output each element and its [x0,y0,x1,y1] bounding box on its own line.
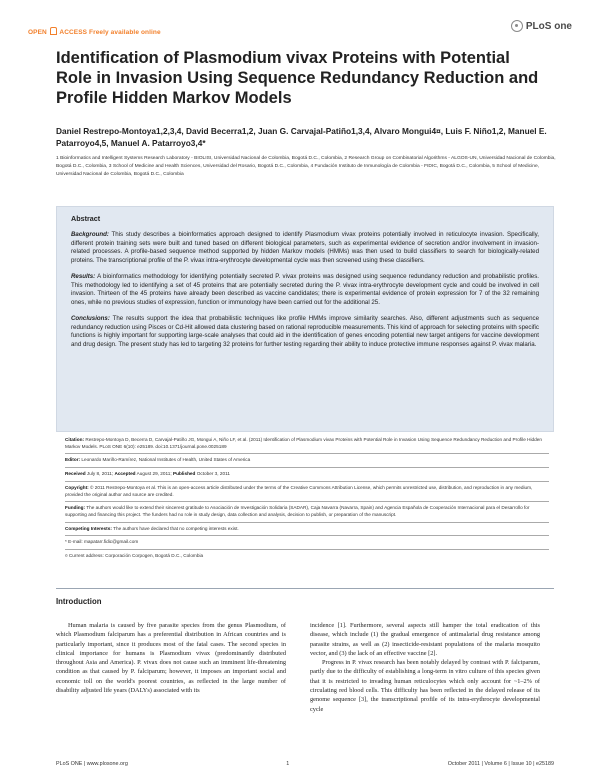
section-divider [56,588,554,589]
open-label: OPEN [28,29,47,36]
divider [65,501,549,502]
divider [65,522,549,523]
divider [65,549,549,550]
citation-label: Citation: [65,437,85,442]
current-address: ¤ Current address: Corporación Corpogen, Bogotá D.C., Colombia [65,553,204,559]
received-label: Received [65,471,86,477]
competing-text: The authors have declared that no competing interests exist. [111,525,239,531]
funding-label: Funding: [65,505,86,511]
open-access-badge [28,27,161,36]
author-list: Daniel Restrepo-Montoya1,2,3,4, David Becerra1,2, Juan G. Carvajal-Patiño1,3,4, Alvaro Mongui4¤, Luis F. Niño1,2, Manuel E. Patarroyo4,5, Manuel A. Patarroyo3,4* [56,126,547,148]
conclusions-label: Conclusions: [71,315,110,322]
published-label: Published [173,471,196,477]
abstract-box [56,206,554,432]
free-available-label: Freely available online [89,29,161,36]
open-access-lock-icon [50,27,57,35]
body-column-right [310,621,540,714]
published-date: October 3, 2011 [195,471,230,477]
journal-logo [511,20,572,32]
accepted-date: August 29, 2011; [135,471,173,477]
competing-interests [65,526,549,533]
copyright-label: Copyright: [65,484,89,490]
citation [65,437,549,450]
article-title: Identification of Plasmodium vivax Proteins with Potential Role in Invasion Using Sequence Redundancy Reduction and Profile Hidden Markov Models [56,49,539,107]
dates [65,471,549,478]
copyright [65,485,549,498]
divider [65,467,549,468]
body-column-left [56,621,286,695]
editor-text: Leonardo Mariño-Ramírez, National Institutes of Health, United States of America [80,457,251,463]
affiliations: 1 Bioinformatics and Intelligent Systems Research Laboratory - BIOLISI, Universidad Nacional de Colombia, Bogotá D.C., Colombia, 2 Research Group on Combinatorial Algorithms - ALGOS-UN, Universidad Nacional de Colombia, Bogotá D.C., Colombia, 3 School of Medicine and Health Sciences, Universidad del Rosario, Bogotá D.C., Colombia, 4 Fundación Instituto de Inmunología de Colombia - FIDIC, Bogotá D.C., Colombia, 5 School of Medicine, Universidad Nacional de Colombia, Bogotá D.C., Colombia [56,156,556,177]
introduction-heading: Introduction [56,597,102,606]
page-footer [56,761,554,767]
funding-text: The authors would like to extend their sincerest gratitude to Asociación de Investigación Solidaria (SADAR), Caja Navarra (Navarra, Spain) and Agencia Española de Cooperación Internacional para el Desarrollo for supporting and financing this project. The funders had no role in study design, data collection and analysis, decision to publish, or preparation of the manuscript. [65,505,530,517]
journal-logo-text: PLoS one [525,20,572,32]
editor-label: Editor: [65,457,81,463]
abstract-conclusions [71,315,539,349]
competing-label: Competing Interests: [65,525,112,531]
footer-journal-url[interactable]: PLoS ONE | www.plosone.org [56,761,128,767]
intro-paragraph-2: Progress in P. vivax research has been notably delayed by contrast with P. falciparum, partly due to the difficulty of establishing a long-term in vitro culture of this species given that it is restricted to invading human reticulocytes which only account for ~1–2% of circulating red blood cells. This difficulty has been reflected in the delayed release of its genome sequence [3], the transcriptional profile of its intra-erythrocyte developmental cycle [310,659,540,713]
results-label: Results: [71,273,96,280]
corresponding-email[interactable]: * E-mail: mapatarr.fidic@gmail.com [65,539,139,545]
received-date: July 8, 2011; [85,471,115,477]
abstract-background [71,231,539,265]
abstract-results [71,273,539,307]
intro-paragraph-1-continued: incidence [1]. Furthermore, several aspects still hamper the total eradication of this disease, which include (1) the gradual emergence of antimalarial drug resistance among parasite strains, as well as (2) insecticide-resistant populations of the malaria mosquito vector, and (3) the lack of an effective vaccine [2]. [310,622,540,657]
conclusions-text: The results support the idea that probabilistic techniques like profile HMMs improve similarity searches. Also, different adjustments such as sequence redundancy reduction using Pisces or Cd-Hit allowed data clustering based on rational reproducible measurements. This kind of approach for selecting proteins with specific functions is highly important for supporting large-scale analyses that could aid in the identification of genes encoding potential new target antigens for vaccine development and drug design. The present study has led to targeting 32 proteins for further testing regarding their ability to induce protective immune responses against P. vivax malaria. [71,315,539,348]
access-label: ACCESS [59,29,88,36]
divider [65,535,549,536]
editor [65,457,549,464]
results-text: A bioinformatics methodology for identifying potentially secreted P. vivax proteins was designed using sequence redundancy reduction and probabilistic profiles. This methodology led to identifying a set of 45 proteins that are potentially secreted during the P. vivax intra-erythrocyte development cycle and could be involved in cell invasion. Thirteen of the 45 proteins have already been described as vaccine candidates; there is experimental evidence of protein expression for 7 of the 32 remaining ones, while no previous studies of expression, function or immunology have been carried out for the additional 25. [71,273,539,306]
page-number: 1 [286,761,290,767]
divider [65,481,549,482]
plos-logo-icon [511,20,523,32]
footer-issue-info: October 2011 | Volume 6 | Issue 10 | e25189 [447,761,554,767]
funding [65,505,549,518]
background-text: This study describes a bioinformatics approach designed to identify Plasmodium vivax proteins potentially involved in reticulocyte invasion. Specifically, different protein training sets were built and tuned based on different biological parameters, such as experimental evidence of secretion and/or involvement in invasion-related processes. A profile-based sequence method supported by hidden Markov models (HMMs) was then used to build classifiers to search for biologically-related proteins. The transcriptional profile of the P. vivax intra-erythrocyte developmental cycle was then screened using these classifiers. [71,231,539,264]
article-metadata [65,437,549,563]
copyright-text: © 2011 Restrepo-Montoya et al. This is an open-access article distributed under the terms of the Creative Commons Attribution License, which permits unrestricted use, distribution, and reproduction in any medium, provided the original author and source are credited. [65,484,533,497]
background-label: Background: [71,231,109,238]
accepted-label: Accepted [114,471,136,477]
intro-paragraph-1: Human malaria is caused by five parasite species from the genus Plasmodium, of which Plasmodium falciparum has a preferential distribution in African countries and is particularly important, since it produces most of the fatal cases. The second species in clinical importance for humans is Plasmodium vivax (predominantly distributed throughout Asia and America). P. vivax does not cause such an imminent life-threatening condition as that caused by P. falciparum; however, it imposes an important social and economic toll on the world's poorest countries, as reflected in the large number of disability adjusted life years (DALYs) associated with its [56,622,286,695]
divider [65,453,549,454]
abstract-heading: Abstract [71,214,101,223]
citation-text: Restrepo-Montoya D, Becerra D, Carvajal-Patiño JG, Mongui A, Niño LF, et al. (2011) Identification of Plasmodium vivax Proteins with Potential Role in Invasion Using Sequence Redundancy Reduction and Profile Hidden Markov Models. PLoS ONE 6(10): e25189. doi:10.1371/journal.pone.0025189 [65,437,542,449]
